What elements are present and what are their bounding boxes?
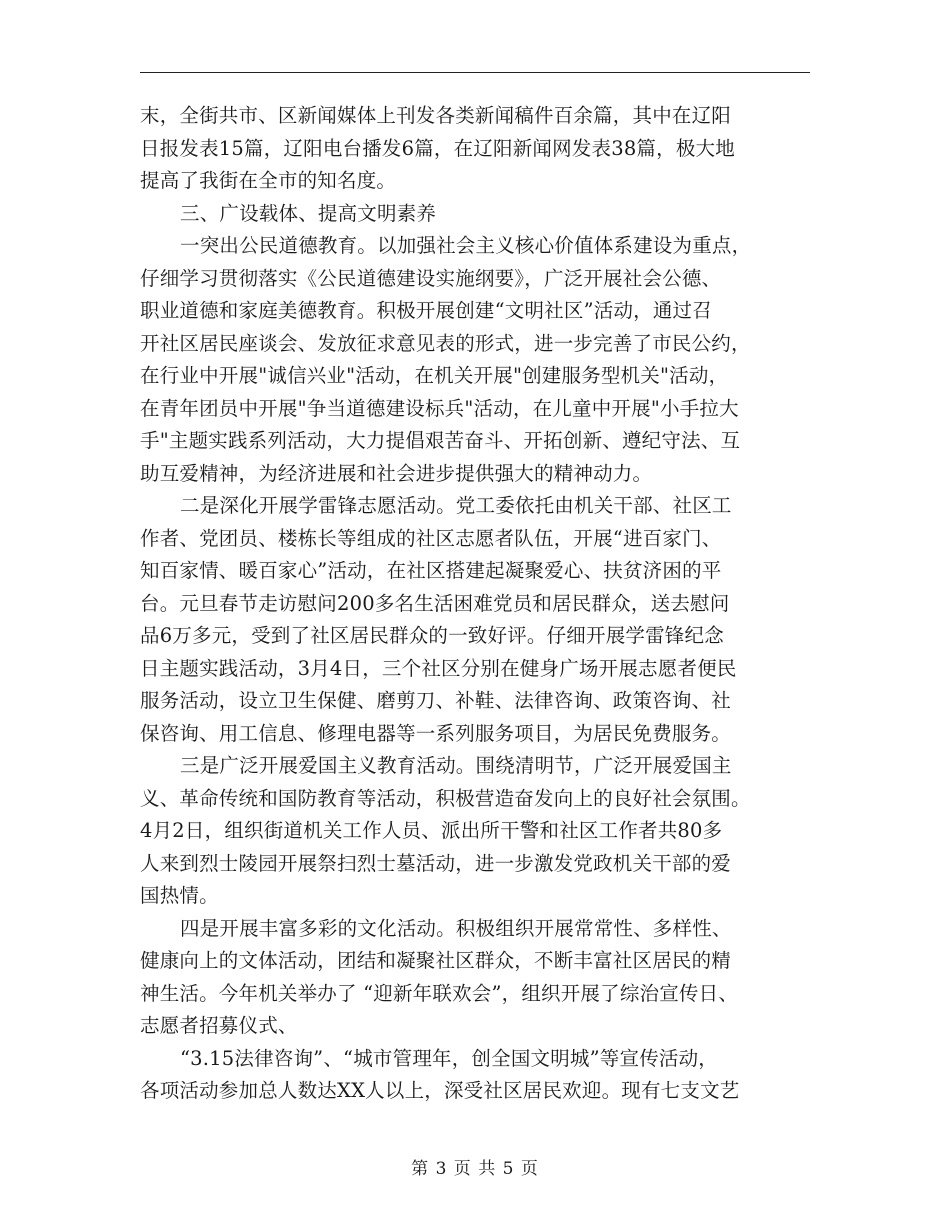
text-line: 四是开展丰富多彩的文化活动。积极组织开展常常性、多样性、: [180, 916, 732, 940]
text-line: 末，全街共市、区新闻媒体上刊发各类新闻稿件百余篇，其中在辽阳: [140, 104, 732, 127]
text-line: “3.15法律咨询”、“城市管理年，创全国文明城”等宣传活动，: [180, 1046, 718, 1070]
text-line: 一突出公民道德教育。以加强社会主义核心价值体系建设为重点，: [180, 234, 752, 257]
text-line: 二是深化开展学雷锋志愿活动。党工委依托由机关干部、社区工: [180, 494, 732, 517]
page-number: 第 3 页 共 5 页: [411, 1159, 539, 1179]
text-line: 各项活动参加总人数达XX人以上，深受社区居民欢迎。现有七支文艺: [140, 1079, 740, 1102]
text-line: 保咨询、用工信息、修理电器等一系列服务项目，为居民免费服务。: [140, 721, 732, 745]
text-line: 国热情。: [140, 884, 219, 907]
text-line: 作者、党团员、楼栋长等组成的社区志愿者队伍，开展“进百家门、: [140, 526, 722, 550]
text-line: 仔细学习贯彻落实《公民道德建设实施纲要》，广泛开展社会公德、: [140, 266, 722, 290]
text-line: 知百家情、暖百家心”活动，在社区搭建起凝聚爱心、扶贫济困的平: [140, 559, 722, 582]
text-line: 日报发表15篇，辽阳电台播发6篇，在辽阳新闻网发表38篇，极大地: [140, 136, 735, 160]
text-line: 职业道德和家庭美德教育。积极开展创建“文明社区”活动，通过召: [140, 299, 712, 322]
text-line: 手"主题实践系列活动，大力提倡艰苦奋斗、开拓创新、遵纪守法、互: [140, 429, 741, 452]
text-line: 提高了我街在全市的知名度。: [140, 169, 397, 192]
text-line: 服务活动，设立卫生保健、磨剪刀、补鞋、法律咨询、政策咨询、社: [140, 689, 732, 712]
text-line: 4月2日，组织街道机关工作人员、派出所干警和社区工作者共80多: [140, 819, 723, 842]
text-line: 品6万多元，受到了社区居民群众的一致好评。仔细开展学雷锋纪念: [140, 624, 724, 647]
text-line: 志愿者招募仪式、: [140, 1014, 298, 1037]
text-line: 在青年团员中开展"争当道德建设标兵"活动，在儿童中开展"小手拉大: [140, 396, 739, 420]
text-line: 健康向上的文体活动，团结和凝聚社区群众，不断丰富社区居民的精: [140, 949, 732, 972]
text-line: 神生活。今年机关举办了 “迎新年联欢会”，组织开展了综治宣传日、: [140, 981, 739, 1005]
document-body: [140, 100, 820, 1108]
text-line: 三是广泛开展爱国主义教育活动。围绕清明节，广泛开展爱国主: [180, 754, 732, 777]
text-line: 在行业中开展"诚信兴业"活动，在机关开展"创建服务型机关"活动，: [140, 364, 729, 387]
text-line: 人来到烈士陵园开展祭扫烈士墓活动，进一步激发党政机关干部的爱: [140, 851, 732, 875]
header-rule: [140, 72, 810, 73]
text-line: 日主题实践活动，3月4日，三个社区分别在健身广场开展志愿者便民: [140, 656, 737, 680]
text-line: 助互爱精神，为经济进展和社会进步提供强大的精神动力。: [140, 461, 653, 485]
text-line: 开社区居民座谈会、发放征求意见表的形式，进一步完善了市民公约，: [140, 331, 751, 355]
section-heading: 三、广设载体、提高文明素养: [180, 201, 437, 225]
text-line: 台。元旦春节走访慰问200多名生活困难党员和居民群众，送去慰问: [140, 591, 730, 615]
text-line: 义、革命传统和国防教育等活动，积极营造奋发向上的良好社会氛围。: [140, 786, 751, 810]
